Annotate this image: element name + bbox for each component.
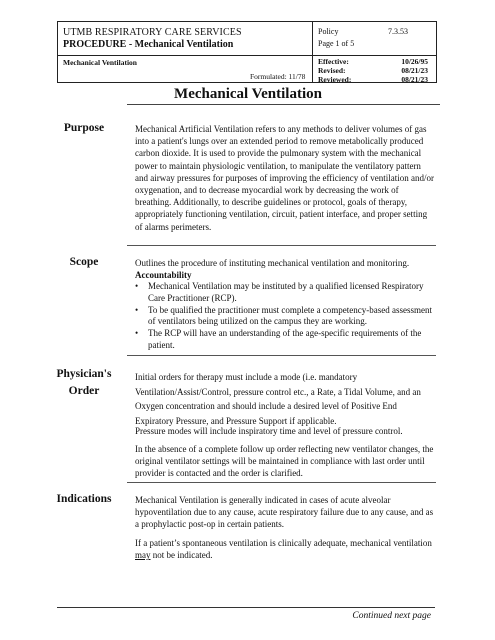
order-text-1: Initial orders for therapy must include a mode (i.e. mandatory Ventilation/Assist/Control, pressure control etc., a Rate, a Tidal Volume, and an Oxygen concentration and should include a desired level of Positive End Expiratory Pressure, and Pressure Support if applicable.	[135, 372, 421, 426]
reviewed-label: Reviewed:	[318, 75, 352, 84]
purpose-text: Mechanical Artificial Ventilation refers to any methods to deliver volumes of gas into a patient's lungs over an extended period to remove metabolically produced carbon dioxide. It is used to provide the pulmonary system with the mechanical power to maintain physiologic ventilation, to manipulate the ventilatory pattern and airway pressures for purposes of improving the efficiency of ventilation and/or oxygenation, and to decrease myocardial work by decreasing the work of breathing. Additionally, to describe guidelines or protocol, goals of therapy, appropriately functioning ventilation, circuit, patient interface, and proper setting of alarms perimeters.	[135, 124, 434, 232]
order-text-3: In the absence of a complete follow up order reflecting new ventilator changes, the original ventilator settings will be maintained in compliance with last order until provider is contacted and the order is clarified.	[135, 444, 434, 479]
continued-note: Continued next page	[352, 611, 431, 621]
underlined-word: may	[135, 550, 151, 561]
section-divider	[127, 355, 436, 356]
policy-label: Policy	[318, 27, 339, 36]
reviewed-date: 08/21/23	[401, 75, 428, 84]
order-text-2: Pressure modes will include inspiratory time and level of pressure control.	[135, 426, 403, 436]
accountability-list	[135, 281, 435, 352]
policy-number: 7.3.53	[388, 27, 408, 36]
formulated-date: Formulated: 11/78	[250, 72, 306, 81]
order-heading-line1: Physician's	[56, 368, 112, 380]
accountability-heading: Accountability	[135, 270, 192, 280]
indications-text-1: Mechanical Ventilation is generally indicated in cases of acute alveolar hypoventilation due to any cause, acute respiratory failure due to any cause, and as a prophylactic post-op in certain patients.	[135, 495, 434, 530]
title-rule	[127, 104, 440, 105]
footer-rule	[57, 607, 435, 608]
bullet-icon: •	[135, 304, 139, 315]
bullet-icon: •	[135, 281, 139, 291]
indications-text-2: If a patient’s spontaneous ventilation is clinically adequate, mechanical ventilation may not be indicated.	[135, 538, 432, 561]
section-divider	[127, 245, 436, 246]
list-item: • To be qualified the practitioner must complete a competency-based assessment of ventilators being utilized on the campus they are working.	[135, 304, 433, 327]
list-item: • Mechanical Ventilation may be instituted by a qualified licensed Respiratory Care Practitioner (RCP).	[135, 281, 424, 303]
effective-date: 10/26/95	[401, 57, 428, 66]
effective-label: Effective:	[318, 57, 349, 66]
section-divider	[127, 482, 436, 483]
bullet-icon: •	[135, 328, 139, 339]
indications-heading: Indications	[56, 493, 112, 505]
page-title: Mechanical Ventilation	[174, 86, 322, 102]
revised-label: Revised:	[318, 66, 346, 75]
organization-name: UTMB RESPIRATORY CARE SERVICES	[63, 27, 242, 38]
header-box	[57, 21, 437, 83]
scope-heading: Scope	[69, 256, 99, 268]
header-divider-lower	[312, 55, 313, 82]
procedure-title: PROCEDURE - Mechanical Ventilation	[63, 39, 234, 50]
page-info: Page 1 of 5	[318, 39, 355, 48]
scope-intro: Outlines the procedure of instituting mechanical ventilation and monitoring.	[135, 258, 410, 268]
list-item: • The RCP will have an understanding of the age-specific requirements of the patient.	[135, 328, 422, 350]
order-heading-line2: Order	[68, 385, 100, 397]
header-divider	[312, 22, 313, 55]
subject: Mechanical Ventilation	[63, 58, 137, 67]
purpose-heading: Purpose	[63, 122, 105, 134]
revised-date: 08/21/23	[401, 66, 428, 75]
